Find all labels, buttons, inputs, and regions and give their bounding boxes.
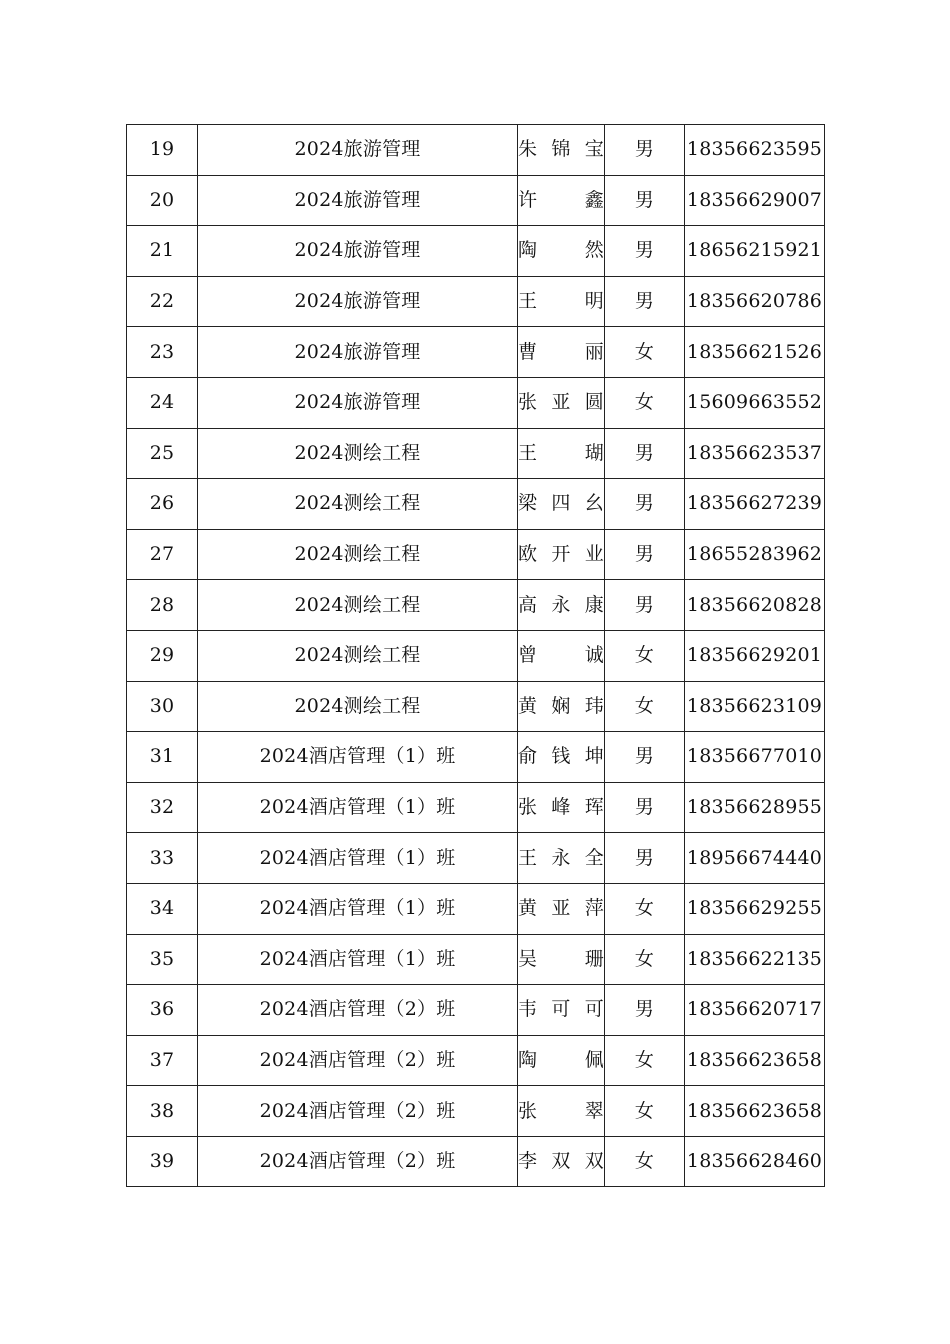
phone-number-cell: 18356623658 (685, 1035, 825, 1086)
student-name-cell: 陶 然 (518, 226, 605, 277)
gender-cell: 女 (605, 934, 685, 985)
student-name-cell: 高永康 (518, 580, 605, 631)
phone-number-cell: 18356627239 (685, 479, 825, 530)
row-number-cell: 21 (127, 226, 198, 277)
student-name-cell: 王永全 (518, 833, 605, 884)
gender-cell: 男 (605, 226, 685, 277)
table-row (127, 428, 825, 479)
table-row (127, 630, 825, 681)
row-number-cell: 26 (127, 479, 198, 530)
gender-cell: 女 (605, 377, 685, 428)
table-row (127, 1136, 825, 1187)
phone-number-cell: 15609663552 (685, 377, 825, 428)
class-name-cell: 2024旅游管理 (198, 226, 518, 277)
gender-cell: 男 (605, 833, 685, 884)
phone-number-cell: 18356629201 (685, 630, 825, 681)
row-number-cell: 39 (127, 1136, 198, 1187)
gender-cell: 女 (605, 1136, 685, 1187)
class-name-cell: 2024旅游管理 (198, 327, 518, 378)
table-row (127, 985, 825, 1036)
phone-number-cell: 18356629255 (685, 883, 825, 934)
row-number-cell: 30 (127, 681, 198, 732)
class-name-cell: 2024旅游管理 (198, 125, 518, 176)
roster-table-body (127, 125, 825, 1187)
table-row (127, 125, 825, 176)
gender-cell: 女 (605, 1086, 685, 1137)
class-name-cell: 2024测绘工程 (198, 529, 518, 580)
student-name-cell: 黄亚萍 (518, 883, 605, 934)
student-name-cell: 欧开业 (518, 529, 605, 580)
student-name-cell: 王 明 (518, 276, 605, 327)
student-name-cell: 俞钱坤 (518, 732, 605, 783)
gender-cell: 女 (605, 883, 685, 934)
gender-cell: 女 (605, 1035, 685, 1086)
phone-number-cell: 18655283962 (685, 529, 825, 580)
phone-number-cell: 18356628955 (685, 782, 825, 833)
phone-number-cell: 18356677010 (685, 732, 825, 783)
table-row (127, 833, 825, 884)
table-row (127, 529, 825, 580)
row-number-cell: 38 (127, 1086, 198, 1137)
class-name-cell: 2024酒店管理（1）班 (198, 883, 518, 934)
class-name-cell: 2024酒店管理（2）班 (198, 1136, 518, 1187)
phone-number-cell: 18356623109 (685, 681, 825, 732)
row-number-cell: 24 (127, 377, 198, 428)
phone-number-cell: 18356623595 (685, 125, 825, 176)
table-row (127, 175, 825, 226)
student-roster-table (126, 124, 825, 1187)
gender-cell: 男 (605, 732, 685, 783)
row-number-cell: 29 (127, 630, 198, 681)
gender-cell: 男 (605, 985, 685, 1036)
gender-cell: 男 (605, 580, 685, 631)
phone-number-cell: 18956674440 (685, 833, 825, 884)
table-row (127, 580, 825, 631)
student-name-cell: 曾 诚 (518, 630, 605, 681)
phone-number-cell: 18356628460 (685, 1136, 825, 1187)
student-name-cell: 朱锦宝 (518, 125, 605, 176)
student-name-cell: 许 鑫 (518, 175, 605, 226)
student-name-cell: 吴 珊 (518, 934, 605, 985)
student-name-cell: 梁四幺 (518, 479, 605, 530)
class-name-cell: 2024酒店管理（1）班 (198, 934, 518, 985)
row-number-cell: 19 (127, 125, 198, 176)
student-name-cell: 陶 佩 (518, 1035, 605, 1086)
class-name-cell: 2024测绘工程 (198, 630, 518, 681)
row-number-cell: 31 (127, 732, 198, 783)
class-name-cell: 2024酒店管理（1）班 (198, 782, 518, 833)
phone-number-cell: 18356622135 (685, 934, 825, 985)
class-name-cell: 2024测绘工程 (198, 428, 518, 479)
table-row (127, 934, 825, 985)
gender-cell: 男 (605, 529, 685, 580)
student-name-cell: 李双双 (518, 1136, 605, 1187)
class-name-cell: 2024测绘工程 (198, 479, 518, 530)
class-name-cell: 2024酒店管理（1）班 (198, 732, 518, 783)
row-number-cell: 32 (127, 782, 198, 833)
table-row (127, 883, 825, 934)
row-number-cell: 36 (127, 985, 198, 1036)
phone-number-cell: 18356623658 (685, 1086, 825, 1137)
row-number-cell: 20 (127, 175, 198, 226)
gender-cell: 男 (605, 428, 685, 479)
class-name-cell: 2024旅游管理 (198, 377, 518, 428)
row-number-cell: 37 (127, 1035, 198, 1086)
phone-number-cell: 18356629007 (685, 175, 825, 226)
gender-cell: 女 (605, 630, 685, 681)
gender-cell: 男 (605, 782, 685, 833)
table-row (127, 377, 825, 428)
table-row (127, 479, 825, 530)
gender-cell: 男 (605, 175, 685, 226)
student-name-cell: 张峰珲 (518, 782, 605, 833)
class-name-cell: 2024测绘工程 (198, 580, 518, 631)
row-number-cell: 28 (127, 580, 198, 631)
table-row (127, 226, 825, 277)
table-row (127, 327, 825, 378)
gender-cell: 男 (605, 276, 685, 327)
row-number-cell: 34 (127, 883, 198, 934)
table-row (127, 732, 825, 783)
table-row (127, 1035, 825, 1086)
class-name-cell: 2024酒店管理（2）班 (198, 985, 518, 1036)
row-number-cell: 33 (127, 833, 198, 884)
row-number-cell: 27 (127, 529, 198, 580)
table-row (127, 681, 825, 732)
class-name-cell: 2024酒店管理（2）班 (198, 1035, 518, 1086)
phone-number-cell: 18356620828 (685, 580, 825, 631)
student-name-cell: 韦可可 (518, 985, 605, 1036)
class-name-cell: 2024酒店管理（1）班 (198, 833, 518, 884)
row-number-cell: 25 (127, 428, 198, 479)
gender-cell: 男 (605, 125, 685, 176)
student-name-cell: 张 翠 (518, 1086, 605, 1137)
class-name-cell: 2024旅游管理 (198, 276, 518, 327)
phone-number-cell: 18356620786 (685, 276, 825, 327)
class-name-cell: 2024酒店管理（2）班 (198, 1086, 518, 1137)
phone-number-cell: 18656215921 (685, 226, 825, 277)
class-name-cell: 2024测绘工程 (198, 681, 518, 732)
gender-cell: 男 (605, 479, 685, 530)
student-name-cell: 张亚圆 (518, 377, 605, 428)
gender-cell: 女 (605, 681, 685, 732)
student-name-cell: 黄娴玮 (518, 681, 605, 732)
phone-number-cell: 18356623537 (685, 428, 825, 479)
gender-cell: 女 (605, 327, 685, 378)
class-name-cell: 2024旅游管理 (198, 175, 518, 226)
student-name-cell: 曹 丽 (518, 327, 605, 378)
phone-number-cell: 18356621526 (685, 327, 825, 378)
row-number-cell: 35 (127, 934, 198, 985)
table-row (127, 782, 825, 833)
phone-number-cell: 18356620717 (685, 985, 825, 1036)
table-row (127, 276, 825, 327)
row-number-cell: 22 (127, 276, 198, 327)
student-name-cell: 王 瑚 (518, 428, 605, 479)
table-row (127, 1086, 825, 1137)
row-number-cell: 23 (127, 327, 198, 378)
